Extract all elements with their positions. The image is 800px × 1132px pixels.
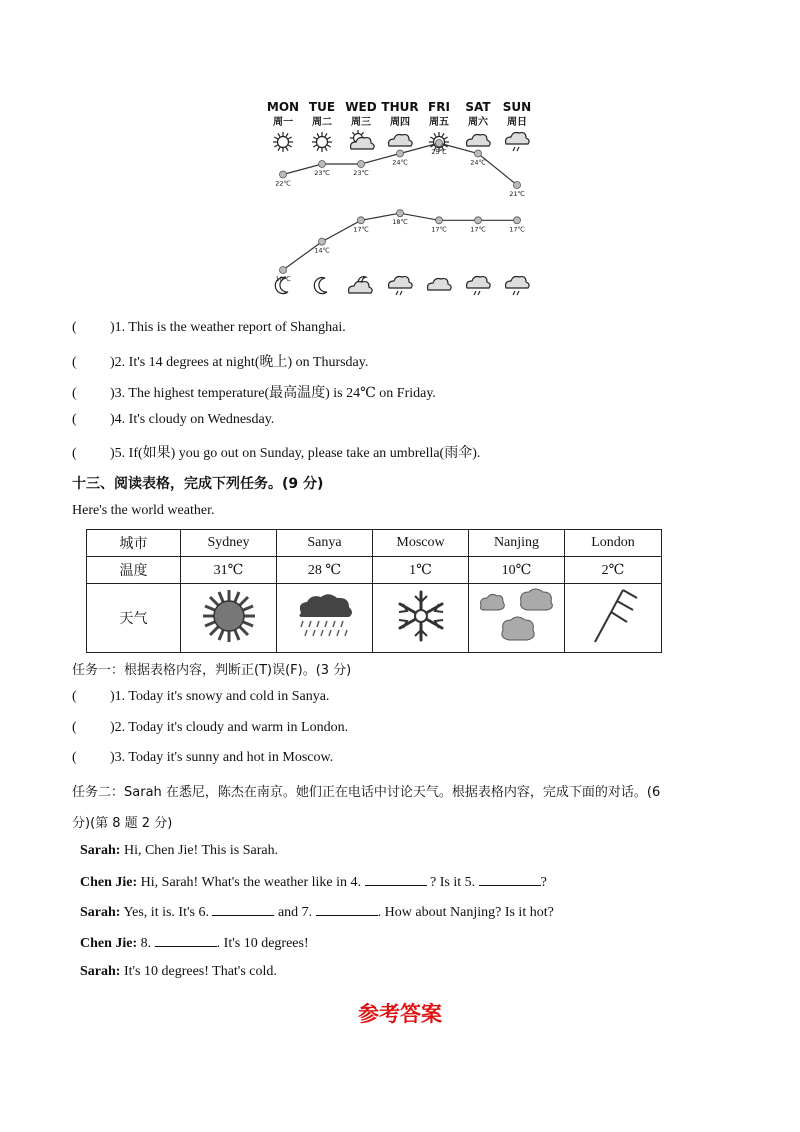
- rain-cloud-icon: [389, 277, 413, 296]
- day-label-zh: 周日: [507, 117, 527, 128]
- table-temp-row: [87, 557, 662, 584]
- table-cell: 28 ℃: [277, 557, 373, 584]
- question-1: [72, 320, 346, 336]
- snowflake-icon: [393, 588, 449, 644]
- dialogue-text: It's 10 degrees! That's cold.: [123, 964, 277, 979]
- data-label: 21℃: [509, 190, 525, 198]
- blank-7[interactable]: [316, 903, 378, 916]
- table-cell: Sydney: [181, 530, 277, 557]
- day-label-zh: 周六: [468, 117, 488, 128]
- dialogue-line-5: [80, 964, 277, 980]
- dialogue-text: . It's 10 degrees!: [216, 936, 309, 951]
- data-label: 23℃: [353, 169, 369, 177]
- answer-paren[interactable]: (: [72, 320, 77, 335]
- question-2: [72, 351, 368, 371]
- question-text: )3. The highest temperature(最高温度) is 24℃ on Friday.: [110, 386, 436, 401]
- speaker: Sarah:: [80, 843, 121, 858]
- blank-6[interactable]: [212, 903, 274, 916]
- task1-title: 任务一：根据表格内容，判断正(T)误(F)。(3 分): [72, 663, 352, 678]
- rain-cloud-icon: [506, 133, 530, 152]
- task1-question-1: [72, 689, 329, 705]
- data-point: [514, 182, 521, 189]
- answer-paren[interactable]: (: [72, 355, 77, 370]
- data-point: [397, 150, 404, 157]
- data-label: 23℃: [314, 169, 330, 177]
- table-cell: 2℃: [565, 557, 662, 584]
- day-label: THUR: [381, 100, 419, 114]
- moon-icon: [314, 278, 327, 294]
- answer-paren[interactable]: (: [72, 446, 77, 461]
- answer-key-title: 参考答案: [358, 1002, 442, 1026]
- data-label: 22℃: [275, 179, 291, 188]
- world-weather-table: [86, 529, 662, 653]
- cloud-icon: [428, 279, 452, 291]
- day-label: TUE: [308, 100, 336, 114]
- data-point: [358, 161, 365, 168]
- cloud-icon: [467, 135, 491, 147]
- day-label: WED: [345, 100, 377, 114]
- day-label: SAT: [465, 100, 491, 114]
- moon-cloud-icon: [349, 277, 373, 293]
- data-point: [280, 267, 287, 274]
- dialogue-text: and 7.: [277, 905, 313, 920]
- day-label: SUN: [502, 100, 532, 114]
- speaker: Sarah:: [80, 905, 121, 920]
- section-heading: 十三、阅读表格，完成下列任务。(9 分): [72, 476, 324, 492]
- answer-paren[interactable]: (: [72, 720, 77, 735]
- question-4: [72, 412, 274, 428]
- data-point: [436, 140, 443, 147]
- data-label: 14℃: [314, 246, 330, 255]
- data-label: 17℃: [509, 225, 525, 234]
- dialogue-text: . How about Nanjing? Is it hot?: [377, 905, 554, 920]
- question-3: [72, 382, 436, 402]
- dialogue-text: Hi, Chen Jie! This is Sarah.: [123, 843, 279, 858]
- day-label: FRI: [428, 100, 450, 114]
- data-point: [319, 161, 326, 168]
- day-label: MON: [266, 100, 300, 114]
- table-cell: 城市: [87, 530, 181, 557]
- sun-icon: [201, 588, 257, 644]
- speaker: Sarah:: [80, 964, 121, 979]
- blank-4[interactable]: [365, 873, 427, 886]
- table-cell: 温度: [87, 557, 181, 584]
- data-point: [319, 238, 326, 245]
- data-label: 17℃: [353, 225, 369, 234]
- data-label: 18℃: [392, 218, 408, 227]
- section-intro: Here's the world weather.: [72, 503, 215, 518]
- data-label: 17℃: [470, 225, 486, 234]
- dialogue-text: 8.: [140, 936, 152, 951]
- day-label-zh: 周四: [390, 117, 410, 128]
- data-label: 24℃: [392, 158, 408, 167]
- dialogue-text: Yes, it is. It's 6.: [123, 905, 209, 920]
- data-point: [514, 217, 521, 224]
- data-point: [358, 217, 365, 224]
- answer-paren[interactable]: (: [72, 750, 77, 765]
- table-cell: London: [565, 530, 662, 557]
- question-text: )1. Today it's snowy and cold in Sanya.: [110, 689, 330, 704]
- speaker: Chen Jie:: [80, 875, 138, 890]
- data-point: [280, 171, 287, 178]
- dialogue-text: Hi, Sarah! What's the weather like in 4.: [140, 875, 362, 890]
- data-point: [475, 217, 482, 224]
- table-cell: 1℃: [373, 557, 469, 584]
- answer-paren[interactable]: (: [72, 689, 77, 704]
- table-cell: 天气: [87, 584, 181, 653]
- sun-cloud-icon: [350, 130, 374, 149]
- dialogue-text: ? Is it 5.: [430, 875, 476, 890]
- question-text: )2. It's 14 degrees at night(晚上) on Thursday.: [110, 355, 369, 370]
- answer-paren[interactable]: (: [72, 412, 77, 427]
- cloud-icon: [477, 586, 557, 646]
- data-point: [397, 210, 404, 217]
- question-text: )2. Today it's cloudy and warm in London.: [110, 720, 349, 735]
- day-label-zh: 周一: [273, 117, 293, 128]
- data-label: 10℃: [275, 275, 291, 283]
- rain-cloud-icon: [293, 591, 357, 641]
- table-cell: [373, 584, 469, 653]
- sun-icon: [273, 132, 293, 152]
- task2-title-line2: 分)(第 8 题 2 分): [72, 816, 173, 831]
- question-text: )1. This is the weather report of Shanghai.: [110, 320, 346, 335]
- table-header-row: [87, 530, 662, 557]
- wind-icon: [583, 586, 643, 646]
- table-cell: Moscow: [373, 530, 469, 557]
- rain-cloud-icon: [506, 277, 530, 296]
- dialogue-line-1: [80, 843, 278, 859]
- question-5: [72, 442, 480, 462]
- speaker: Chen Jie:: [80, 936, 138, 951]
- question-text: )3. Today it's sunny and hot in Moscow.: [110, 750, 334, 765]
- data-point: [475, 150, 482, 157]
- data-point: [436, 217, 443, 224]
- cloud-icon: [389, 135, 413, 147]
- weather-line-chart: [262, 95, 542, 305]
- table-cell: 10℃: [469, 557, 565, 584]
- task1-question-2: [72, 720, 348, 736]
- table-cell: 31℃: [181, 557, 277, 584]
- table-cell: Nanjing: [469, 530, 565, 557]
- day-label-zh: 周二: [312, 117, 332, 128]
- table-cell: Sanya: [277, 530, 373, 557]
- answer-paren[interactable]: (: [72, 386, 77, 401]
- sun-icon: [312, 132, 332, 152]
- day-label-zh: 周五: [429, 117, 449, 128]
- table-cell: [469, 584, 565, 653]
- rain-cloud-icon: [467, 277, 491, 296]
- table-weather-row: [87, 584, 662, 653]
- blank-5[interactable]: [479, 873, 541, 886]
- data-label: 24℃: [470, 158, 486, 167]
- dialogue-line-3: [80, 903, 554, 921]
- table-cell: [565, 584, 662, 653]
- question-text: )5. If(如果) you go out on Sunday, please take an umbrella(雨伞).: [110, 446, 481, 461]
- task1-question-3: [72, 750, 333, 766]
- task2-title-line1: 任务二：Sarah 在悉尼，陈杰在南京。她们正在电话中讨论天气。根据表格内容，完成下面的对话。(6: [72, 785, 661, 800]
- day-label-zh: 周三: [351, 117, 371, 128]
- dialogue-line-4: [80, 934, 309, 952]
- question-text: )4. It's cloudy on Wednesday.: [110, 412, 275, 427]
- dialogue-line-2: [80, 873, 547, 891]
- dialogue-text: ?: [540, 875, 547, 890]
- data-label: 25℃: [431, 148, 447, 156]
- table-cell: [277, 584, 373, 653]
- blank-8[interactable]: [155, 934, 217, 947]
- table-cell: [181, 584, 277, 653]
- data-label: 17℃: [431, 225, 447, 234]
